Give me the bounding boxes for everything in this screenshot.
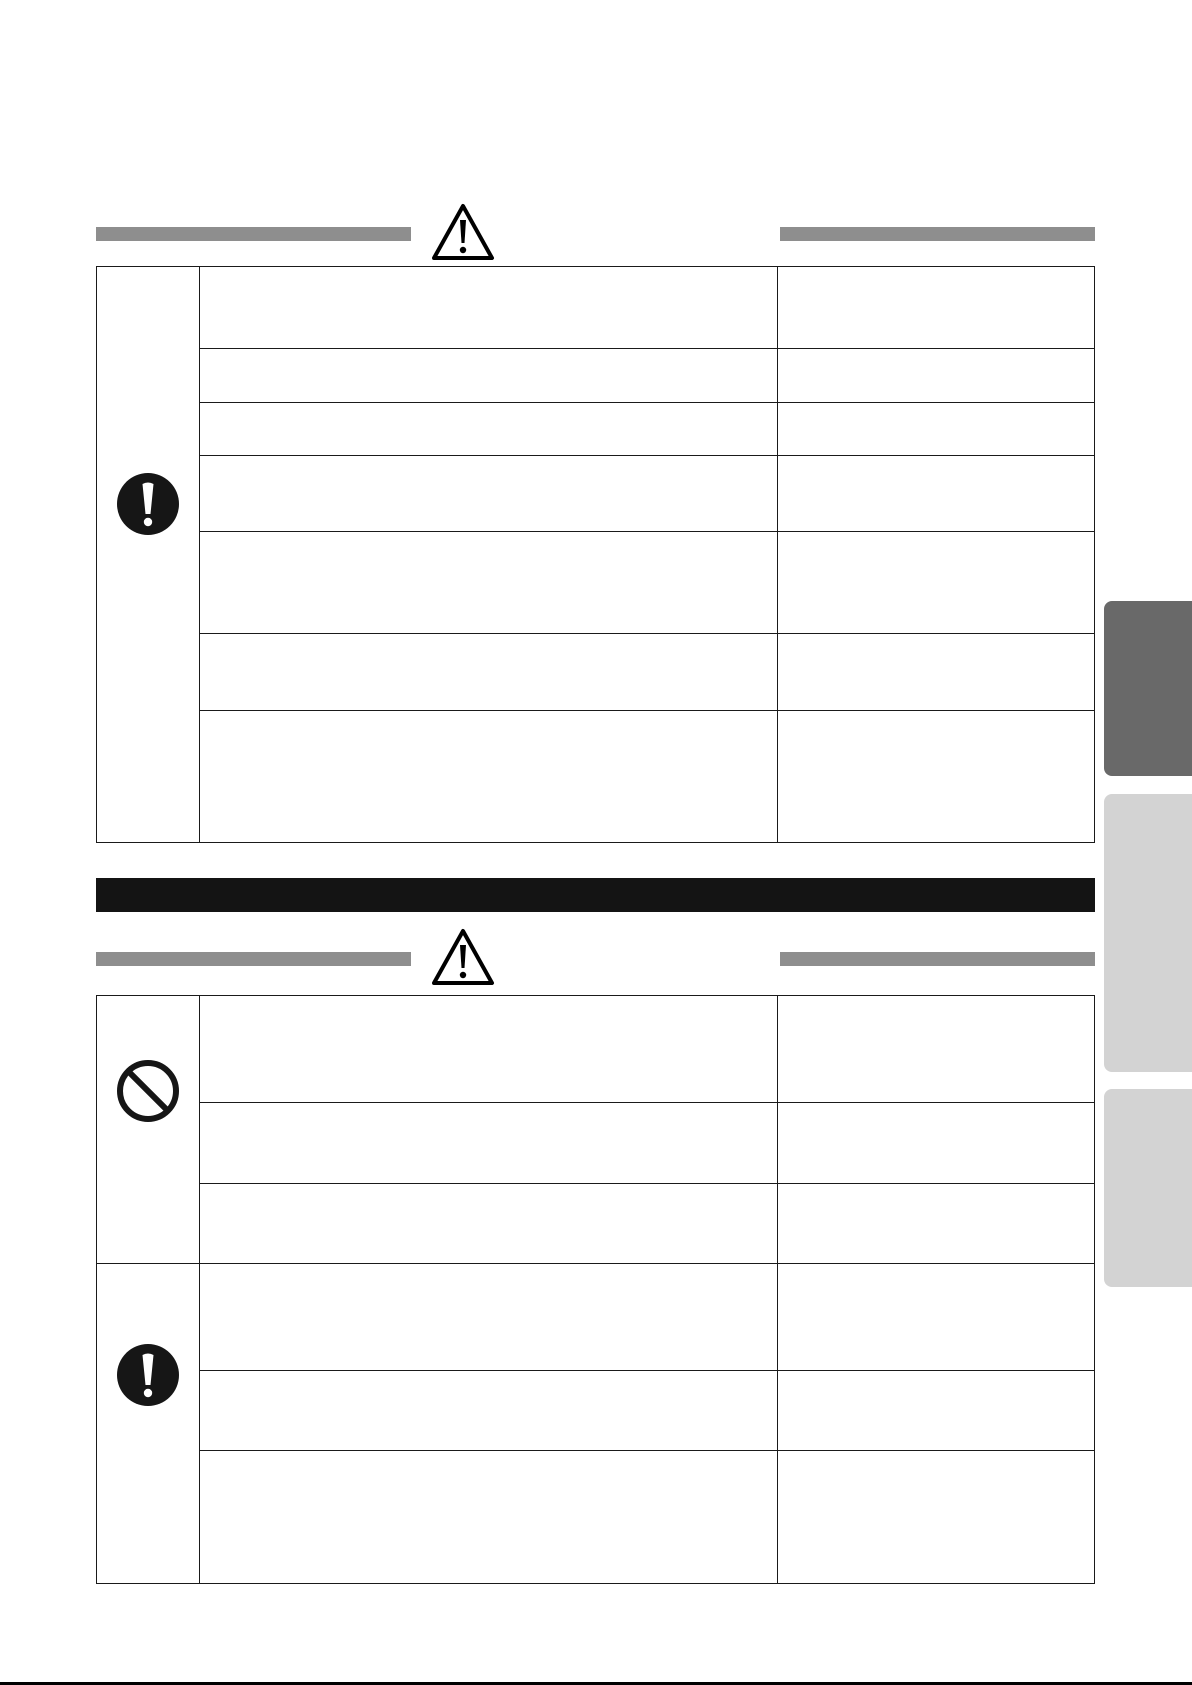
exclamation-circle-icon [116,1343,180,1407]
row-divider [199,1183,1094,1184]
column-divider [199,996,200,1583]
row-divider [199,348,1094,349]
row-divider [199,402,1094,403]
exclamation-circle-icon [116,472,180,536]
header-bar-left [96,227,411,241]
row-divider [199,633,1094,634]
side-tab[interactable] [1104,794,1192,1072]
prohibition-icon [116,1059,180,1123]
warning-triangle-icon [430,927,496,987]
row-divider [199,531,1094,532]
column-divider [199,267,200,842]
row-divider [199,710,1094,711]
column-divider [777,996,778,1583]
group-divider [97,1263,1094,1264]
warning-triangle-icon [430,202,496,262]
column-divider [777,267,778,842]
header-bar-right [780,227,1095,241]
header-bar-right [780,952,1095,966]
row-divider [199,1450,1094,1451]
side-tab-active[interactable] [1104,601,1192,776]
row-divider [199,1102,1094,1103]
row-divider [199,1370,1094,1371]
header-bar-left [96,952,411,966]
caution-table-1 [96,266,1095,843]
caution-table-2 [96,995,1095,1584]
section-band [96,878,1095,912]
side-tab[interactable] [1104,1089,1192,1287]
row-divider [199,455,1094,456]
